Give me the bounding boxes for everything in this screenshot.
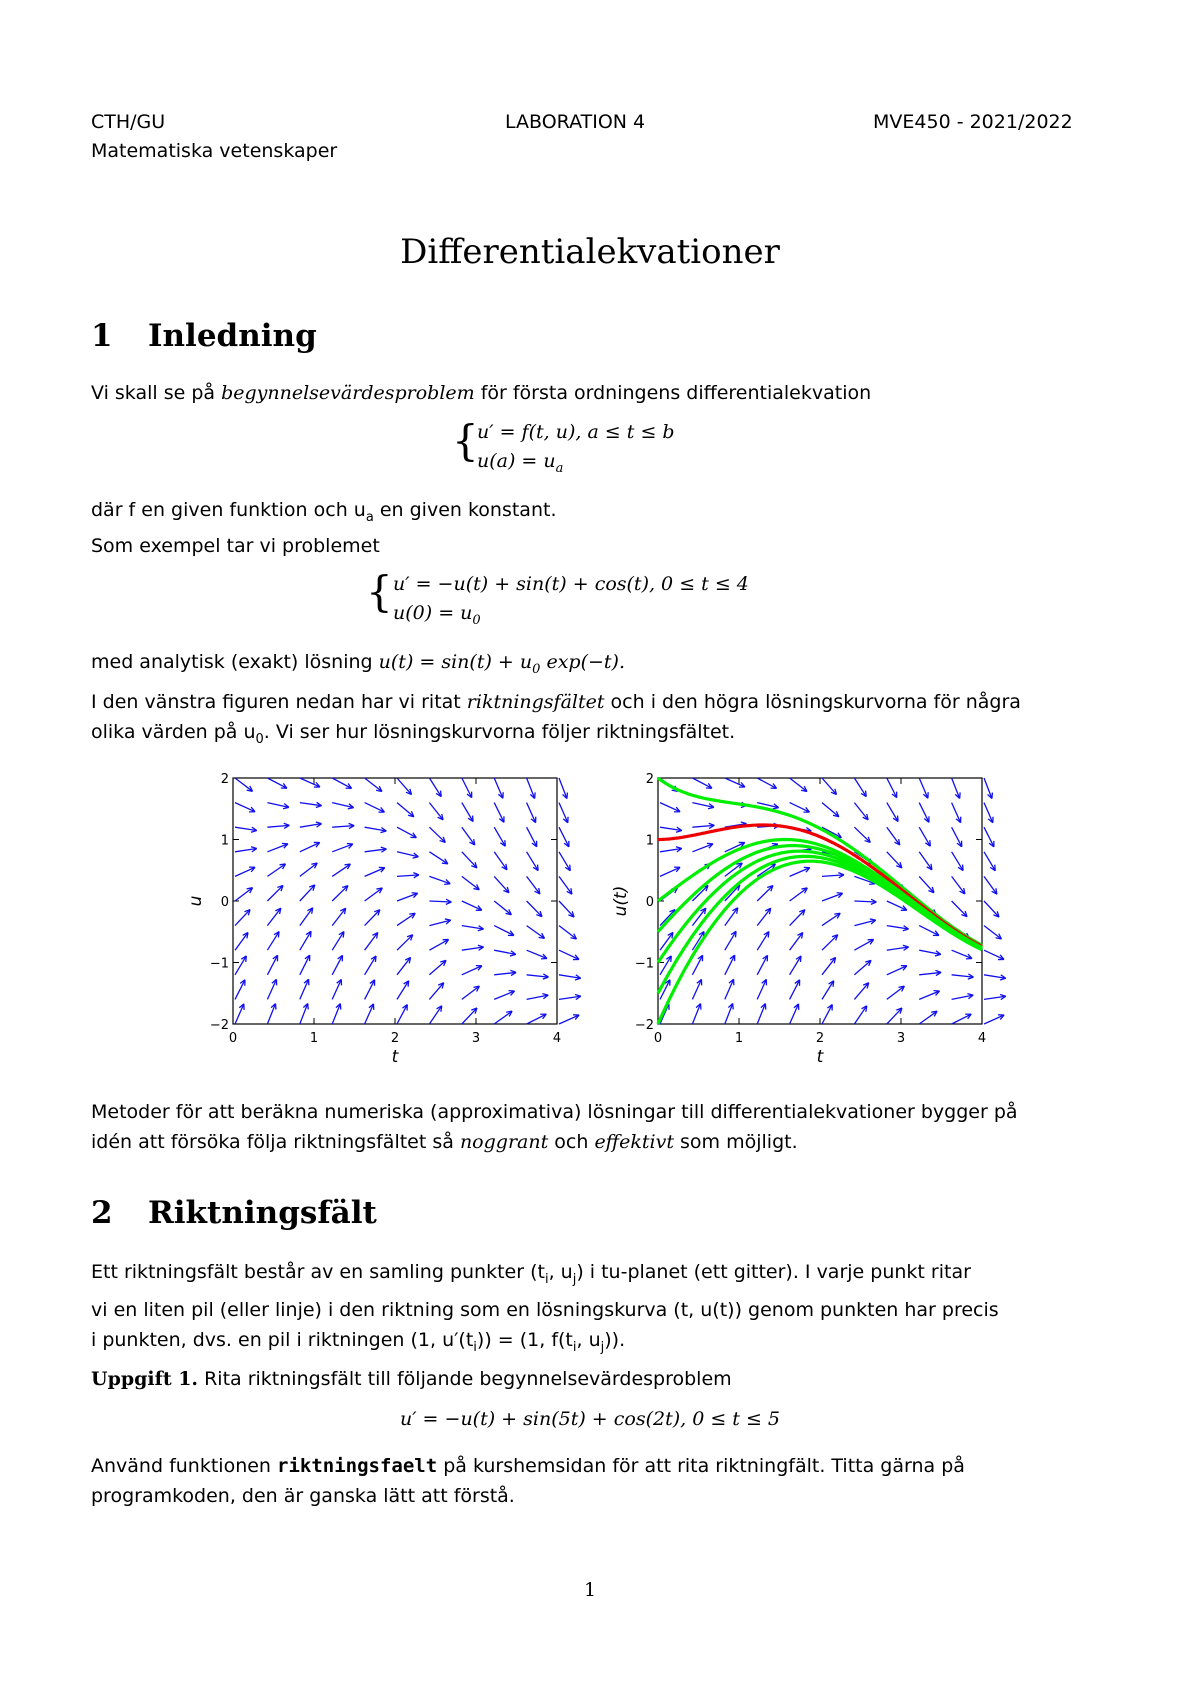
header-right: MVE450 - 2021/2022 [873,111,1073,133]
where-paragraph: där f en given funktion och $u_a$ en given konstant. [91,499,557,525]
field-arrow [429,919,450,926]
figure-description: I den vänstra figuren nedan har vi ritat riktningsfältet och i den högra lösningskurvorna för några olika värden på $u_0$. Vi ser hur lösningskurvorna följer riktningsfältet. [91,691,1021,747]
field-arrow [692,955,702,974]
field-arrow [332,823,354,828]
field-arrow [822,935,838,950]
direction-field-chart [186,772,581,1067]
field-arrow [887,986,905,999]
page-title: Differentialekvationer [400,232,780,272]
field-arrow [757,955,767,974]
header-center: LABORATION 4 [505,111,646,133]
field-arrow [887,803,898,822]
field-arrow [919,950,941,956]
field-arrow [462,852,477,868]
section-1-title: Inledning [148,318,317,354]
field-arrow [919,778,928,798]
field-arrow [429,899,451,904]
field-arrow [462,803,473,822]
field-arrow [300,863,317,876]
field-arrow [952,901,967,917]
field-arrow [887,778,897,798]
field-arrow [365,933,378,951]
field-arrow [332,908,346,925]
field-arrow [757,979,766,999]
field-arrow [919,970,941,975]
field-arrow [984,994,1006,999]
field-arrow [300,1003,308,1024]
field-arrow [429,960,446,974]
field-arrow [527,1014,547,1024]
field-arrow [854,939,873,950]
field-arrow [462,778,472,798]
example-intro: Som exempel tar vi problemet [91,535,380,557]
field-arrow [919,852,932,870]
field-arrow [887,926,909,931]
field-arrow [952,778,961,798]
x-tick-label: 0 [653,1031,663,1046]
field-arrow [365,1004,374,1024]
field-arrow [952,876,965,894]
field-arrow [267,908,280,925]
field-arrow [790,803,810,813]
field-arrow [235,867,255,876]
field-arrow [397,873,419,878]
solution-paragraph: med analytisk (exakt) lösning $u(t) = \sin(t) + u_0$ exp(−t). [91,651,625,677]
field-arrow [527,950,547,959]
field-arrow [267,979,276,999]
field-arrow [267,1004,276,1024]
field-arrow [494,827,505,846]
field-arrow [559,901,574,917]
field-arrow [429,852,447,864]
field-arrow [494,970,516,975]
x-tick-label: 1 [309,1031,319,1046]
y-tick-label: 1 [645,833,654,849]
field-arrow [887,901,907,910]
field-arrow [887,966,907,975]
field-arrow [725,1003,733,1024]
field-arrow [559,827,569,847]
field-arrow [919,803,929,823]
field-arrow [559,1015,579,1024]
field-arrow [984,876,997,894]
field-arrow [660,803,680,812]
field-arrow [660,867,680,876]
y-tick-label: 2 [220,772,229,787]
field-arrow [790,888,808,901]
field-arrow [235,778,253,791]
field-arrow [790,910,805,926]
field-arrow [952,950,972,959]
field-arrow [952,803,961,823]
field-arrow [365,847,387,852]
y-tick-label: 1 [220,833,229,849]
field-arrow [527,852,539,871]
field-arrow [790,778,807,792]
field-arrow [462,876,479,889]
direction-field-paragraph: Ett riktningsfält består av en samling punkter ($t_i$, $u_j$) i tu-planet (ett gitter). I varje punkt ritar vi en liten pil (eller linje) i den riktning som en lösningskurva (t, u(t)) genom punkten har precis i punkten, dvs. en pil i riktningen (1, $u'(t_i)) = (1$, $f(t_i$, $u_j$)). [91,1261,999,1355]
x-axis-label: t [816,1047,824,1067]
x-tick-label: 4 [552,1031,562,1046]
field-arrow [984,901,999,917]
y-tick-label: 2 [645,772,654,787]
field-arrow [559,778,567,799]
field-arrow [267,885,283,901]
field-arrow [397,913,415,925]
field-arrow [984,852,995,871]
field-arrow [235,827,257,832]
field-arrow [984,1015,1004,1024]
task-1: Uppgift 1. Rita riktningsfält till följande begynnelsevärdesproblem [91,1368,732,1390]
field-arrow [984,827,994,847]
field-arrow [527,778,536,798]
field-arrow [429,1006,441,1024]
field-arrow [822,981,834,1000]
field-arrow [854,827,870,842]
field-arrow [854,960,871,974]
field-arrow [494,778,503,798]
section-1-number: 1 [91,318,113,354]
field-arrow [429,983,443,1000]
section-2-number: 2 [91,1195,113,1231]
plot-frame [233,778,557,1024]
field-arrow [267,843,288,851]
field-arrow [397,778,411,795]
field-arrow [235,1004,244,1024]
field-arrow [365,827,387,832]
field-arrow [494,852,507,870]
field-arrow [692,823,714,828]
field-arrow [790,980,800,1000]
field-arrow [822,913,840,925]
field-arrow [332,803,353,809]
methods-paragraph: Metoder för att beräkna numeriska (approximativa) lösningar till differentialekvationer bygger på idén att försöka följa riktningsfältet så noggrant och effektivt som möjligt. [91,1101,1018,1153]
header-left: CTH/GU [91,111,166,133]
equation-2-brace: { [366,567,393,616]
field-arrow [919,827,930,846]
field-arrow [397,981,409,1000]
field-arrow [494,926,514,936]
header-department: Matematiska vetenskaper [91,140,338,162]
y-tick-label: 0 [220,895,229,910]
field-arrow [300,842,320,851]
field-arrow [559,994,581,999]
field-arrow [822,803,839,817]
field-arrow [822,957,836,974]
field-arrow [300,955,310,975]
intro-paragraph: Vi skall se på begynnelsevärdesproblem för första ordningens differentialekvation [91,382,872,404]
y-tick-label: 0 [645,895,654,910]
field-arrow [397,803,414,817]
field-arrow [725,979,734,999]
x-tick-label: 3 [471,1031,481,1046]
field-arrow [494,876,509,892]
field-arrow [887,852,902,868]
equation-1-line-2: $u(a) = u_a$ [477,450,564,476]
field-arrow [527,994,549,1000]
field-arrow [235,956,246,975]
field-arrow [822,873,844,878]
field-arrow [494,1011,512,1024]
field-arrow [300,778,320,787]
field-arrow [952,994,974,1000]
x-tick-label: 2 [390,1031,400,1046]
y-axis-label: u(t) [611,885,631,917]
field-arrow [527,827,537,847]
field-arrow [494,991,514,1000]
field-arrow [365,803,385,813]
equation-2-line-1: u′ = −u(t) + sin(t) + cos(t), 0 ≤ t ≤ 4 [393,573,749,595]
field-arrow [854,919,875,926]
field-arrow [919,876,934,892]
field-arrow [300,822,322,827]
field-arrow [725,931,736,950]
field-arrow [559,975,581,980]
field-arrow [462,966,482,975]
field-arrow [365,778,382,792]
equation-2-line-2: $u(0) = u_0$ [393,602,481,628]
equation-1-brace: { [452,416,479,465]
field-arrow [527,974,549,979]
field-arrow [692,979,701,999]
field-arrow [235,932,248,950]
x-tick-label: 4 [977,1031,987,1046]
field-arrow [332,979,341,999]
field-arrow [984,926,1001,939]
field-arrow [854,803,868,820]
field-arrow [725,778,745,787]
field-arrow [365,910,380,926]
field-arrow [267,932,279,951]
field-arrow [332,886,348,901]
page-number: 1 [583,1579,597,1601]
field-arrow [559,926,576,939]
field-arrow [692,778,711,788]
field-arrow [267,803,288,809]
field-arrow [462,1008,477,1024]
field-arrow [984,778,992,799]
field-arrow [397,957,411,974]
field-arrow [235,980,245,1000]
field-arrow [854,778,866,797]
field-arrow [462,986,480,999]
field-arrow [332,844,353,852]
field-arrow [429,778,441,797]
field-arrow [984,803,993,823]
field-arrow [559,852,570,871]
field-arrow [365,888,383,901]
x-axis-label: t [391,1047,399,1067]
field-arrow [757,778,776,788]
field-arrow [952,827,962,847]
field-arrow [757,886,773,901]
equation-1-line-1: u′ = f(t, u), a ≤ t ≤ b [477,421,675,443]
field-arrow [397,1005,407,1024]
field-arrow [692,843,713,851]
usage-paragraph: Använd funktionen riktningsfaelt på kurshemsidan för att rita riktningfält. Titta gärna på programkoden, den är ganska lätt att förstå. [91,1455,965,1507]
x-tick-label: 2 [815,1031,825,1046]
y-axis-label: u [186,895,206,907]
field-arrow [397,852,418,858]
field-arrow [527,901,542,917]
field-arrow [300,908,313,926]
field-arrow [887,945,909,950]
field-arrow [790,933,803,951]
field-arrow [952,974,974,979]
field-arrow [267,778,286,788]
field-arrow [692,1004,701,1024]
field-arrow [332,932,344,951]
field-arrow [494,803,504,823]
field-arrow [919,1011,937,1024]
field-arrow [494,950,516,956]
x-tick-label: 1 [734,1031,744,1046]
field-arrow [429,939,448,950]
field-arrow [332,864,350,876]
task-1-equation: u′ = −u(t) + sin(5t) + cos(2t), 0 ≤ t ≤ 5 [399,1408,781,1430]
field-arrow [365,867,385,876]
field-arrow [397,827,416,837]
field-arrow [267,823,289,828]
field-arrow [300,931,311,950]
field-arrow [790,867,810,876]
field-arrow [854,983,868,1000]
field-arrow [300,979,309,999]
field-arrow [235,847,257,852]
field-arrow [854,1006,866,1024]
field-arrow [429,876,450,884]
field-arrow [527,926,545,939]
field-arrow [887,1008,902,1024]
field-arrow [559,803,568,823]
field-arrow [757,908,771,925]
field-arrow [527,803,536,823]
y-tick-label: −1 [634,956,654,972]
section-2-title: Riktningsfält [148,1195,377,1231]
field-arrow [984,975,1006,980]
field-arrow [300,885,315,901]
field-arrow [559,876,572,894]
field-arrow [300,802,322,807]
field-arrow [235,910,250,926]
x-tick-label: 3 [896,1031,906,1046]
field-arrow [952,852,964,871]
field-arrow [429,827,445,842]
field-arrow [952,1014,972,1024]
field-arrow [397,893,418,901]
y-tick-label: −2 [209,1018,229,1033]
field-arrow [757,932,769,951]
field-arrow [462,827,475,845]
field-arrow [822,1005,832,1024]
field-arrow [725,955,735,975]
y-tick-label: −1 [209,956,229,972]
field-arrow [462,945,484,950]
solution-curves-chart [611,772,1006,1067]
field-arrow [527,876,540,894]
field-arrow [757,1004,766,1024]
field-arrow [559,950,579,959]
field-arrow [660,847,682,852]
field-arrow [332,955,342,974]
field-arrow [790,956,801,975]
field-arrow [854,899,876,904]
field-arrow [332,778,351,788]
field-arrow [887,827,900,845]
field-arrow [660,827,682,832]
field-arrow [790,1004,799,1024]
field-arrow [919,991,939,1000]
field-arrow [365,980,375,1000]
field-arrow [919,926,939,936]
field-arrow [397,935,413,950]
field-arrow [365,956,376,975]
field-arrow [429,803,443,820]
y-tick-label: −2 [634,1018,654,1033]
field-arrow [267,864,285,877]
field-arrow [822,778,836,795]
field-arrow [692,803,713,809]
field-arrow [235,888,253,901]
field-arrow [267,955,277,974]
field-arrow [822,893,843,901]
field-arrow [235,803,255,812]
field-arrow [462,926,484,931]
field-arrow [494,901,511,915]
field-arrow [332,1004,341,1024]
field-arrow [725,908,738,926]
field-arrow [462,901,482,910]
field-arrow [984,950,1004,959]
x-tick-label: 0 [228,1031,238,1046]
